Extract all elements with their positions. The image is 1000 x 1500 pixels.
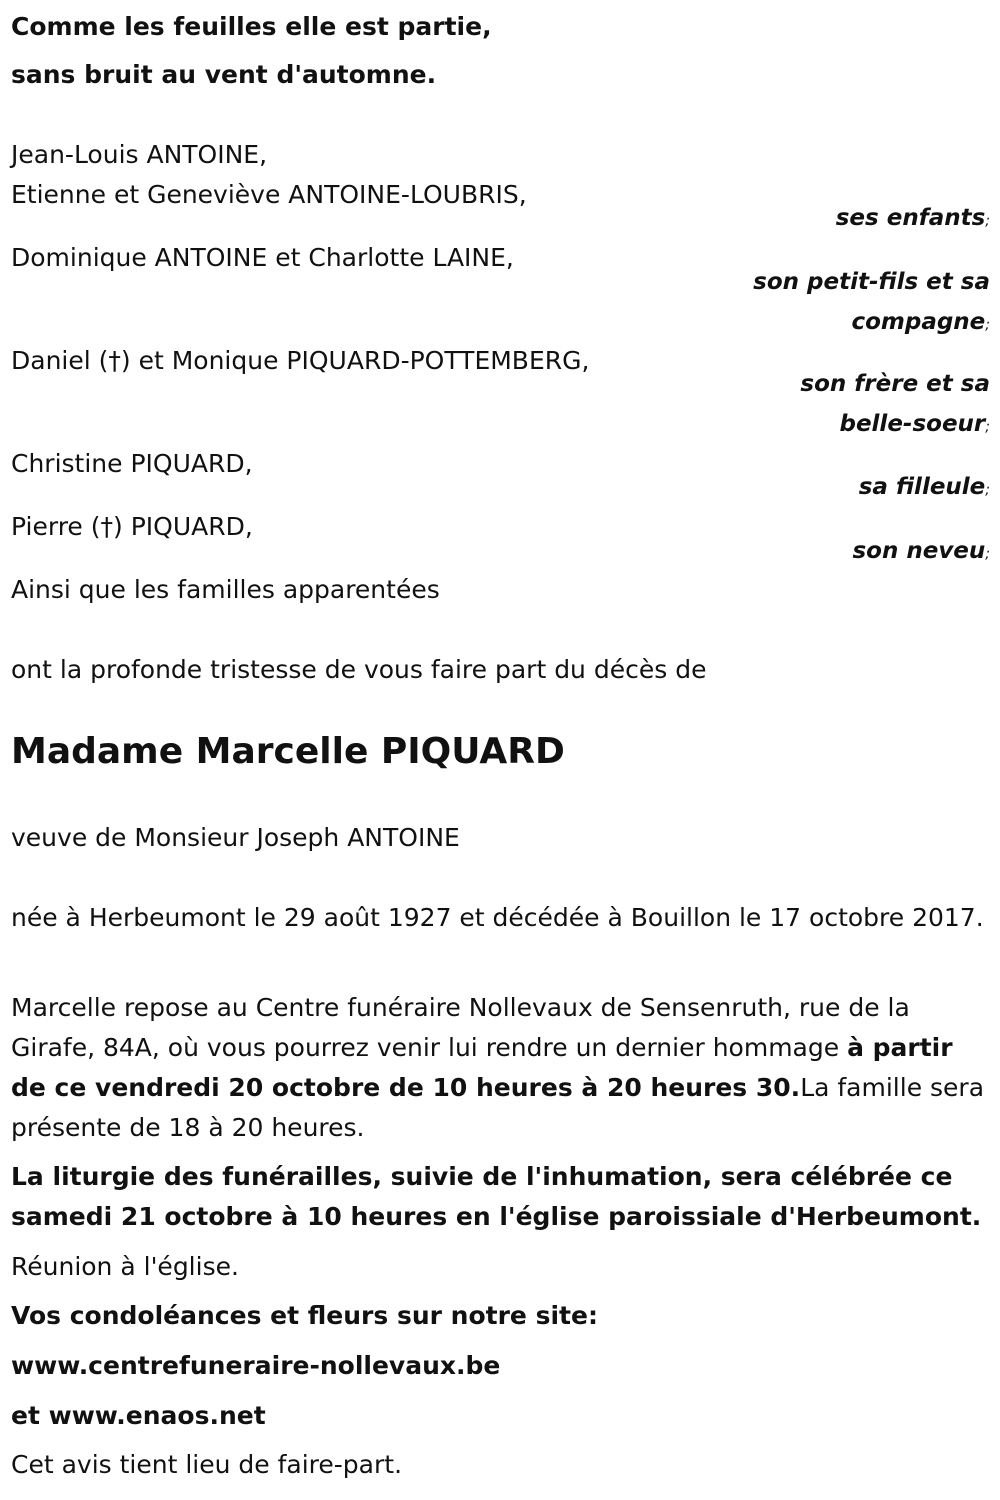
family-line-5: Christine PIQUARD, [11,449,253,478]
family-line-3: Dominique ANTOINE et Charlotte LAINE, [11,243,514,272]
relation-brother-b: belle-soeur; [839,411,990,437]
family-line-2: Etienne et Geneviève ANTOINE-LOUBRIS, [11,180,527,209]
condolences-line-1: Vos condoléances et fleurs sur notre site: [11,1301,598,1330]
poem-line-2: sans bruit au vent d'automne. [11,60,437,89]
family-line-6: Pierre (†) PIQUARD, [11,512,253,541]
meeting-info: Réunion à l'église. [11,1252,239,1281]
website-link-1[interactable]: www.centrefuneraire-nollevaux.be [11,1351,501,1380]
relation-grandson-b: compagne; [851,309,990,335]
deceased-name: Madame Marcelle PIQUARD [11,731,565,772]
family-line-1: Jean-Louis ANTOINE, [11,140,268,169]
widow-of: veuve de Monsieur Joseph ANTOINE [11,823,460,852]
footer-note: Cet avis tient lieu de faire-part. [11,1450,403,1479]
poem-line-1: Comme les feuilles elle est partie, [11,12,492,41]
viewing-hours: à partir de ce vendredi 20 octobre de 10 heures à 20 heures 30. [11,1033,953,1102]
relation-nephew: son neveu; [852,538,990,564]
announcement: ont la profonde tristesse de vous faire part du décès de [11,655,707,684]
website-link-2[interactable]: et www.enaos.net [11,1401,266,1430]
family-line-4: Daniel (†) et Monique PIQUARD-POTTEMBERG, [11,346,590,375]
viewing-info: Marcelle repose au Centre funéraire Nollevaux de Sensenruth, rue de la Girafe, 84A, où vous pourrez venir lui rendre un dernier hommage à partir de ce vendredi 20 octobre de 10 heures à 20 heures 30.La famille sera présente de 18 à 20 heures. [11,993,985,1142]
relation-goddaughter: sa filleule; [858,474,990,500]
relation-grandson-a: son petit-fils et sa [753,269,990,295]
birth-death-dates: née à Herbeumont le 29 août 1927 et décédée à Bouillon le 17 octobre 2017. [11,903,984,932]
relation-children: ses enfants; [835,205,990,231]
relation-brother-a: son frère et sa [800,371,990,397]
family-line-7: Ainsi que les familles apparentées [11,575,440,604]
liturgy-info: La liturgie des funérailles, suivie de l'inhumation, sera célébrée ce samedi 21 octobre à 10 heures en l'église paroissiale d'Herbeumont. [11,1162,982,1231]
